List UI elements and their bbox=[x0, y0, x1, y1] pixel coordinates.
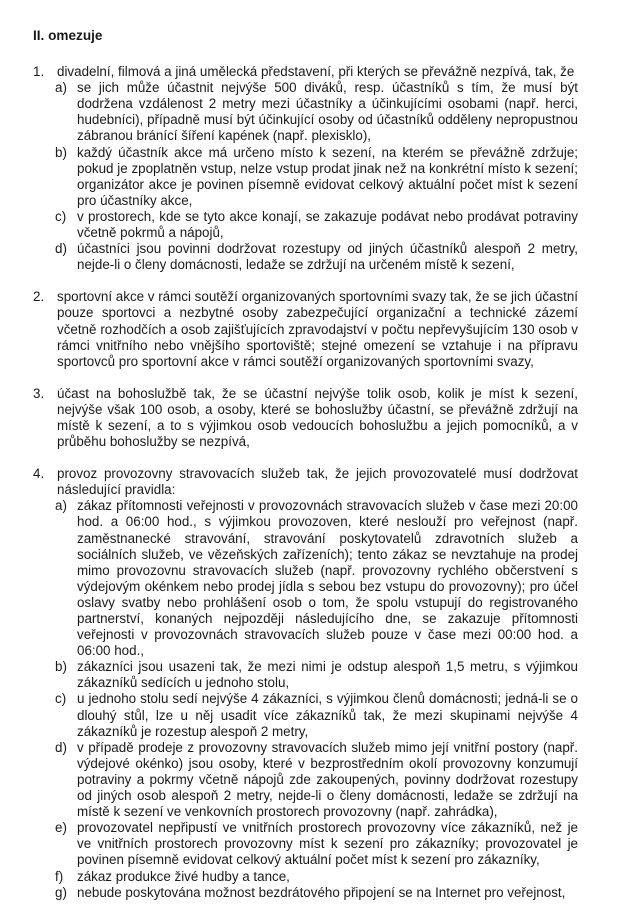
sub-item-e bbox=[55, 820, 578, 868]
sub-item-d bbox=[55, 241, 578, 273]
sub-text: provozovatel nepřipustí ve vnitřních prostorech provozovny více zákazníků, než je ve vnitřních prostorech provozovny míst k sezení pro zákazníky; provozovatel je povinen písemně evidovat celkový aktuální počet míst k sezení pro zákazníky, bbox=[77, 820, 578, 868]
document-page bbox=[33, 28, 578, 917]
item-text: divadelní, filmová a jiná umělecká představení, při kterých se převážně nezpívá, tak, že bbox=[57, 64, 575, 80]
list-item-4 bbox=[33, 466, 578, 901]
sub-text: zákazníci jsou usazeni tak, že mezi nimi je odstup alespoň 1,5 metru, s výjimkou zákazníků sedících u jednoho stolu, bbox=[77, 659, 578, 691]
sub-item-c bbox=[55, 691, 578, 739]
sub-text: u jednoho stolu sedí nejvýše 4 zákazníci, s výjimkou členů domácnosti; jedná-li se o dlouhý stůl, lze u něj usadit více zákazníků tak, že mezi skupinami nejvýše 4 zákazníků je rozestup alespoň 2 metry, bbox=[77, 691, 578, 739]
item-number: 4. bbox=[33, 466, 45, 482]
sub-text: zákaz přítomnosti veřejnosti v provozovnách stravovacích služeb v čase mezi 20:00 hod. a 06:00 hod., s výjimkou provozoven, které neslouží pro veřejnost (např. zaměstnanecké stravování, stravování poskytovatelů zdravotních služeb a sociálních služeb, ve vězeňských zařízeních); tento zákaz se nevztahuje na prodej mimo provozovnu stravovacích služeb (např. provozovny rychlého občerstvení s výdejovým okénkem nebo prodej jídla s sebou bez vstupu do provozovny); pro účel oslavy svatby nebo prohlášení osob o tom, že spolu vstupují do registrovaného partnerství, konaných nejpozději následujícího dne, se zakazuje přítomnosti veřejnosti v provozovnách stravovacích služeb pouze v čase mezi 00:00 hod. a 06:00 hod., bbox=[77, 498, 578, 659]
item-number: 2. bbox=[33, 289, 45, 305]
sub-item-c bbox=[55, 209, 578, 241]
sub-text: zákaz produkce živé hudby a tance, bbox=[77, 868, 290, 884]
sub-letter: b) bbox=[55, 144, 67, 160]
sub-text: se jich může účastnit nejvýše 500 diváků, resp. účastníků s tím, že musí být dodržena vzdálenost 2 metry mezi účastníky a účinkujícími osobami (např. herci, hudebníci), případně musí být účinkující osoby od účastníků odděleny nepropustnou zábranou bránící šíření kapének (např. plexisklo), bbox=[77, 80, 578, 144]
sub-text: v případě prodeje z provozovny stravovacích služeb mimo její vnitřní postory (např. výdejové okénko) jsou osoby, které v bezprostředním okolí provozovny konzumují potraviny a pokrmy včetně nápojů zde zakoupených, povinny dodržovat rozestupy od jiných osob alespoň 2 metry, nejde-li o členy domácnosti, ledaže se zdržují na místě k sezení ve venkovních prostorech provozovny (např. zahrádka), bbox=[77, 739, 578, 820]
sub-text: účastníci jsou povinni dodržovat rozestupy od jiných účastníků alespoň 2 metry, nejde-li o členy domácnosti, ledaže se zdržují na určeném místě k sezení, bbox=[77, 241, 578, 273]
sub-letter: f) bbox=[55, 868, 64, 884]
item-number: 1. bbox=[33, 64, 45, 80]
sub-text: každý účastník akce má určeno místo k sezení, na kterém se převážně zdržuje; pokud je zpoplatněn vstup, nelze vstup prodat jinak než na konkrétní místo k sezení; organizátor akce je povinen písemně evidovat celkový aktuální počet míst k sezení pro účastníky akce, bbox=[77, 144, 578, 208]
sub-letter: c) bbox=[55, 691, 67, 707]
item-text: účast na bohoslužbě tak, že se účastní nejvýše tolik osob, kolik je míst k sezení, nejvýše však 100 osob, a osoby, které se bohoslužby účastní, se převážně zdržují na místě k sezení, a to s výjimkou osob vedoucích bohoslužbu a jejich pomocníků, a v průběhu bohoslužby se nezpívá, bbox=[57, 385, 578, 450]
sub-item-f bbox=[55, 869, 578, 885]
sub-letter: g) bbox=[55, 884, 67, 900]
sub-letter: a) bbox=[55, 498, 67, 514]
sub-text: v prostorech, kde se tyto akce konají, se zakazuje podávat nebo prodávat potraviny včetně pokrmů a nápojů, bbox=[77, 208, 578, 241]
sub-letter: d) bbox=[55, 739, 67, 755]
item-text: provoz provozovny stravovacích služeb tak, že jejich provozovatelé musí dodržovat následující pravidla: bbox=[57, 466, 578, 498]
list-item-3 bbox=[33, 386, 578, 450]
sub-item-b bbox=[55, 659, 578, 691]
sub-letter: a) bbox=[55, 80, 67, 96]
sub-letter: b) bbox=[55, 659, 67, 675]
item-number: 3. bbox=[33, 385, 45, 401]
sub-letter: c) bbox=[55, 208, 67, 224]
sub-list bbox=[55, 80, 578, 273]
sub-list bbox=[55, 498, 578, 900]
list-item-1 bbox=[33, 64, 578, 273]
sub-item-b bbox=[55, 145, 578, 209]
sub-letter: e) bbox=[55, 820, 67, 836]
sub-item-d bbox=[55, 740, 578, 820]
sub-item-a bbox=[55, 498, 578, 659]
section-heading: II. omezuje bbox=[33, 28, 103, 43]
list-item-2 bbox=[33, 289, 578, 369]
item-text: sportovní akce v rámci soutěží organizovaných sportovními svazy tak, že se jich účastní pouze sportovci a nezbytné osoby zabezpečující organizační a technické zázemí včetně rozhodčích a osob zajišťujících zpravodajství v počtu nepřevyšujícím 130 osob v rámci vnitřního nebo vnějšího sportoviště; stejné omezení se vztahuje i na přípravu sportovců pro sportovní akce v rámci soutěží organizovaných sportovními svazy, bbox=[57, 289, 578, 369]
sub-item-a bbox=[55, 80, 578, 144]
sub-text: nebude poskytována možnost bezdrátového připojení se na Internet pro veřejnost, bbox=[77, 884, 566, 900]
sub-item-g bbox=[55, 885, 578, 901]
sub-letter: d) bbox=[55, 241, 67, 257]
